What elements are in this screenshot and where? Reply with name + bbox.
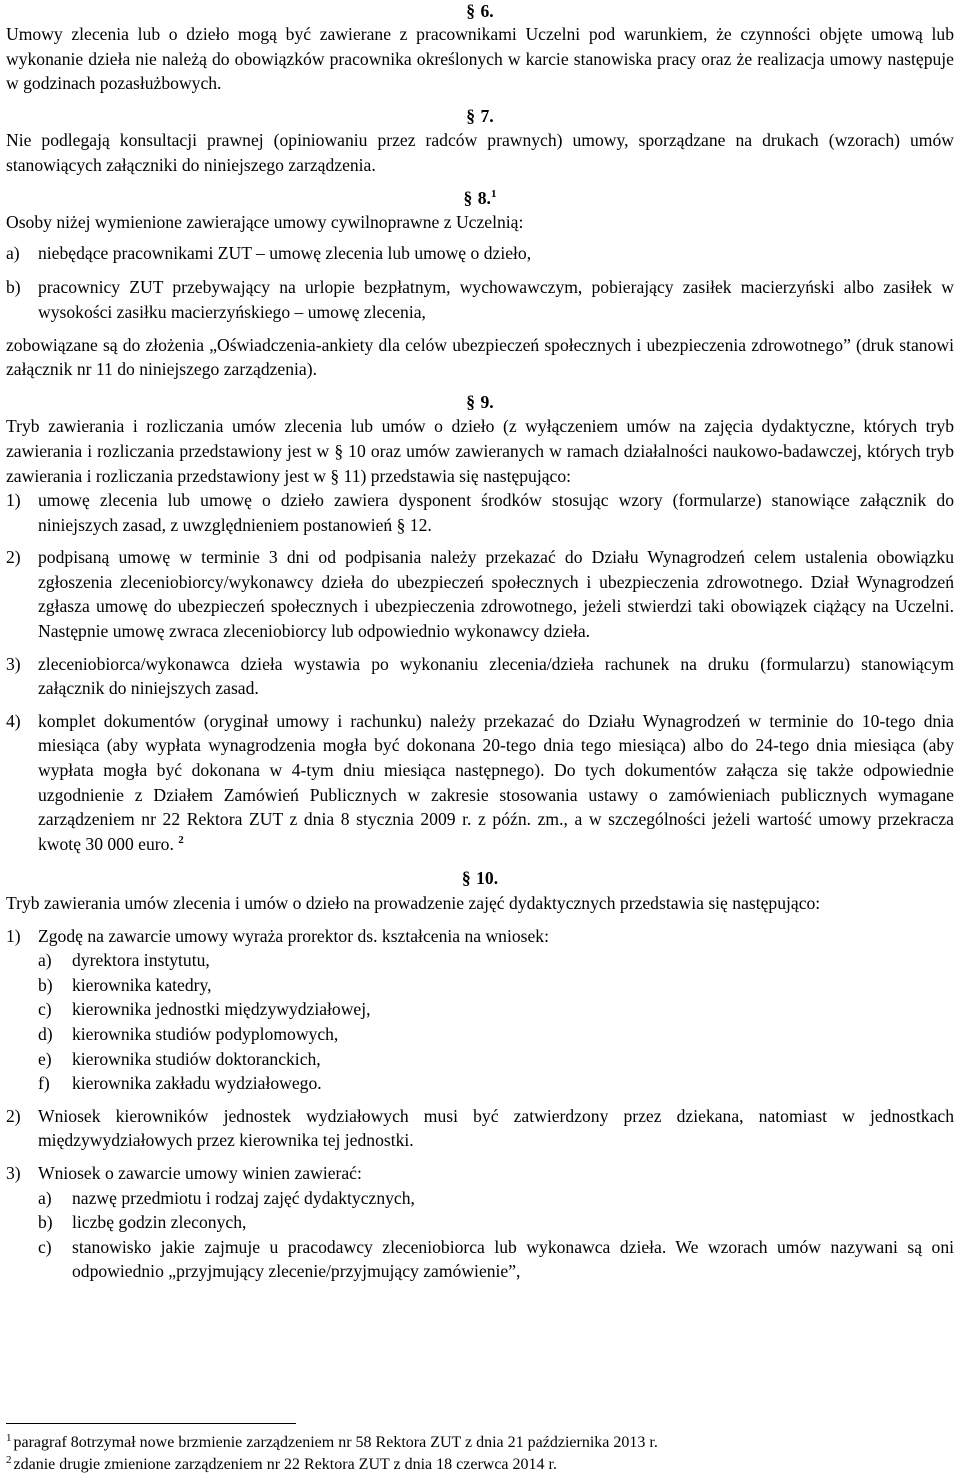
section-9-list: [6, 488, 954, 856]
footnote-1: [6, 1432, 946, 1454]
footnote-number: 1: [6, 1432, 12, 1444]
list-item: [6, 709, 954, 857]
sub-list-item: [6, 997, 954, 1022]
list-marker: b): [38, 974, 53, 995]
paragraph-sign: §: [461, 868, 471, 889]
section-10-intro: Tryb zawierania umów zlecenia i umów o dzieło na prowadzenie zajęć dydaktycznych przedstawia się następująco:: [6, 893, 821, 913]
sub-list-item: [6, 1235, 954, 1284]
list-marker: 2): [6, 547, 21, 568]
list-item: [6, 924, 954, 949]
list-marker: b): [6, 277, 21, 298]
section-9-heading: [6, 390, 954, 415]
list-marker: 3): [6, 1162, 21, 1183]
list-item-text: kierownika studiów podyplomowych,: [72, 1023, 339, 1044]
list-marker: e): [38, 1048, 52, 1069]
list-marker: 1): [6, 925, 21, 946]
list-item-text: Wniosek o zawarcie umowy winien zawierać:: [38, 1162, 362, 1183]
list-marker: 1): [6, 490, 21, 511]
sub-list-item: [6, 1210, 954, 1235]
list-marker: 2): [6, 1105, 21, 1126]
list-item-text: zleceniobiorca/wykonawca dzieła wystawia po wykonaniu zlecenia/dzieła rachunek na druku (formularzu) stanowiącym załącznik do niniejszych zasad.: [38, 653, 954, 699]
footnotes: [6, 1432, 946, 1476]
list-item-text: kierownika katedry,: [72, 974, 212, 995]
list-marker: f): [38, 1073, 50, 1094]
section-7-heading: [6, 104, 954, 129]
section-number: 9.: [480, 391, 494, 412]
list-item-text: pracownicy ZUT przebywający na urlopie bezpłatnym, wychowawczym, pobierający zasiłek macierzyński albo zasiłek w wysokości zasiłku macierzyńskiego – umowę zlecenia,: [38, 277, 954, 322]
list-item-text: niebędące pracownikami ZUT – umowę zlecenia lub umowę o dzieło,: [38, 242, 532, 263]
section-number: 6.: [480, 1, 494, 21]
footnote-2: [6, 1454, 946, 1476]
sub-list-item: [6, 948, 954, 973]
footnote-separator: [6, 1423, 296, 1424]
section-number: 7.: [480, 105, 494, 126]
list-marker: c): [38, 1236, 52, 1257]
sub-list-item: [6, 1047, 954, 1072]
list-item: [6, 545, 954, 643]
list-marker: 4): [6, 710, 21, 731]
section-8-closing: zobowiązane są do złożenia „Oświadczenia-ankiety dla celów ubezpieczeń społecznych i ubezpieczenia zdrowotnego” (druk stanowi załącznik nr 11 do niniejszego zarządzenia).: [6, 334, 954, 380]
section-7-text: Nie podlegają konsultacji prawnej (opiniowaniu przez radców prawnych) umowy, sporządzane na drukach (wzorach) umów stanowiących załączniki do niniejszego zarządzenia.: [6, 130, 954, 175]
list-item: [6, 241, 954, 266]
section-6-heading: [6, 0, 954, 22]
list-item-text: dyrektora instytutu,: [72, 950, 210, 971]
section-10-heading: [6, 866, 954, 891]
footnote-text: zdanie drugie zmienione zarządzeniem nr 22 Rektora ZUT z dnia 18 czerwca 2014 r.: [13, 1456, 557, 1473]
list-marker: a): [38, 1187, 52, 1208]
section-number: 10.: [476, 868, 499, 889]
sub-list-item: [6, 973, 954, 998]
list-item: [6, 488, 954, 537]
footnote-ref-1[interactable]: 1: [490, 187, 497, 200]
list-item-text: liczbę godzin zleconych,: [72, 1212, 247, 1233]
list-item-text: komplet dokumentów (oryginał umowy i rachunku) należy przekazać do Działu Wynagrodzeń w terminie do 10-tego dnia miesiąca (aby wypłata wynagrodzenia mogła być dokonana 20-tego dnia tego miesiąca) albo do 24-tego dnia miesiąca (aby wypłata mogła być dokonana w 4-tym dniu miesiąca następnego). Do tych dokumentów załącza się także odpowiednie uzgodnienie z Działem Zamówień Publicznych w zakresie stosowania ustawy o zamówieniach publicznych wymagane zarządzeniem nr 22 Rektora ZUT z dnia 8 stycznia 2009 r. z późn. zm., a w szczególności jeżeli wartość umowy przekracza kwotę 30 000 euro.: [38, 710, 954, 854]
list-item-text: nazwę przedmiotu i rodzaj zajęć dydaktycznych,: [72, 1187, 415, 1208]
paragraph-sign: §: [466, 105, 476, 126]
paragraph-sign: §: [463, 187, 473, 208]
list-item-text: kierownika zakładu wydziałowego.: [72, 1073, 322, 1094]
list-item-text: Wniosek kierowników jednostek wydziałowych musi być zatwierdzony przez dziekana, natomiast w jednostkach międzywydziałowych przez kierownika tej jednostki.: [38, 1105, 954, 1151]
section-9-intro: Tryb zawierania i rozliczania umów zlecenia lub umów o dzieło (z wyłączeniem umów na zajęcia dydaktyczne, których tryb zawierania i rozliczania przedstawiony jest w § 10 oraz umów zawieranych w ramach działalności naukowo-badawczej, których tryb zawierania i rozliczania przedstawiony jest w § 11) przedstawia się następująco:: [6, 416, 954, 486]
list-item-text: stanowisko jakie zajmuje u pracodawcy zleceniobiorca lub wykonawca dzieła. We wzorach umów nazywani są oni odpowiednio „przyjmujący zlecenie/przyjmujący zamówienie”,: [72, 1236, 954, 1282]
list-marker: c): [38, 999, 52, 1020]
list-item-text: podpisaną umowę w terminie 3 dni od podpisania należy przekazać do Działu Wynagrodzeń celem ustalenia obowiązku zgłoszenia zleceniobiorcy/wykonawcy dzieła do ubezpieczeń społecznych i ubezpieczenia zdrowotnego. Dział Wynagrodzeń zgłasza umowę do ubezpieczeń społecznych i ubezpieczenia zdrowotnego, jeżeli stwierdzi taki obowiązek ciążący na Uczelni. Następnie umowę zwraca zleceniobiorcy lub odpowiednio wykonawcy dzieła.: [38, 547, 954, 642]
list-marker: 3): [6, 653, 21, 674]
list-item: [6, 652, 954, 701]
section-10-list: [6, 924, 954, 1284]
sub-list-item: [6, 1022, 954, 1047]
section-6-text: Umowy zlecenia lub o dzieło mogą być zawierane z pracownikami Uczelni pod warunkiem, że czynności objęte umową lub wykonanie dzieła nie należą do obowiązków pracownika określonych w karcie stanowiska pracy oraz że realizacja umowy następuje w godzinach pozasłużbowych.: [6, 24, 954, 94]
list-item: [6, 1161, 954, 1186]
list-item-text: umowę zlecenia lub umowę o dzieło zawiera dysponent środków stosując wzory (formularze) stanowiące załącznik do niniejszych zasad, z uwzględnieniem postanowień § 12.: [38, 490, 954, 535]
sub-list-item: [6, 1186, 954, 1211]
list-marker: b): [38, 1212, 53, 1233]
list-item: [6, 275, 954, 324]
list-marker: a): [6, 242, 20, 263]
list-marker: a): [38, 950, 52, 971]
footnote-text: paragraf 8otrzymał nowe brzmienie zarządzeniem nr 58 Rektora ZUT z dnia 21 października 2013 r.: [13, 1434, 658, 1451]
list-item-text: kierownika studiów doktoranckich,: [72, 1048, 321, 1069]
footnote-number: 2: [6, 1454, 12, 1466]
list-item-text: kierownika jednostki międzywydziałowej,: [72, 999, 371, 1020]
list-item: [6, 1104, 954, 1153]
list-marker: d): [38, 1023, 53, 1044]
paragraph-sign: §: [466, 1, 476, 21]
footnote-ref-2[interactable]: 2: [178, 833, 184, 846]
section-8-intro: Osoby niżej wymienione zawierające umowy cywilnoprawne z Uczelnią:: [6, 212, 524, 233]
paragraph-sign: §: [466, 391, 476, 412]
section-8-heading: [6, 186, 954, 211]
list-item-text: Zgodę na zawarcie umowy wyraża prorektor ds. kształcenia na wniosek:: [38, 925, 549, 946]
section-8-list: [6, 241, 954, 325]
sub-list-item: [6, 1071, 954, 1096]
section-number: 8.: [477, 187, 491, 208]
